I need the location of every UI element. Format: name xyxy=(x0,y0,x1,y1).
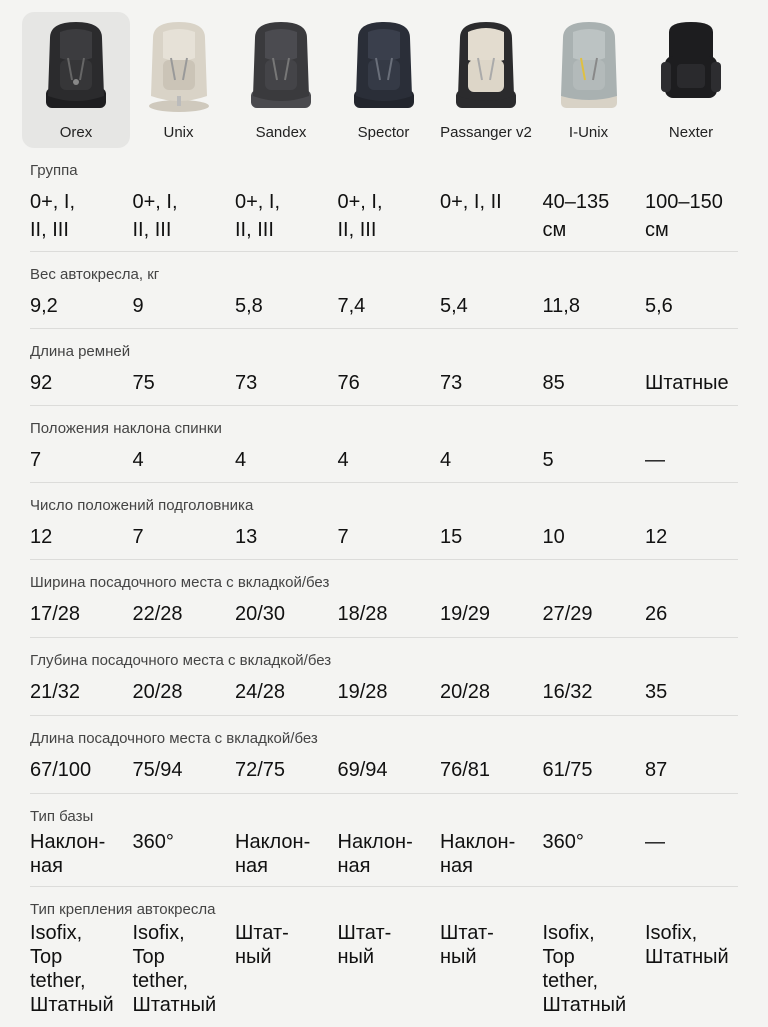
cell: 7 xyxy=(132,526,144,548)
cell: 100–150 см xyxy=(645,191,723,241)
car-seat-image xyxy=(549,18,629,114)
cell: 5,4 xyxy=(440,295,468,317)
product-card-nexter[interactable] xyxy=(637,12,745,148)
cell: 4 xyxy=(132,449,144,471)
cell: 12 xyxy=(30,526,53,548)
cell: 0+, I, II, III xyxy=(235,191,281,241)
car-seat-image xyxy=(241,18,321,114)
row-label: Длина ремней xyxy=(30,343,131,360)
cell: 5,8 xyxy=(235,295,263,317)
car-seat-image xyxy=(344,18,424,114)
cell: 4 xyxy=(235,449,247,471)
row-strap-length xyxy=(30,329,738,406)
row-group xyxy=(30,160,738,252)
cell: 0+, I, II, III xyxy=(132,191,178,241)
cell: 17/28 xyxy=(30,603,81,625)
cell: Наклон- ная xyxy=(235,831,311,877)
cell: 22/28 xyxy=(132,603,183,625)
row-seat-width xyxy=(30,560,738,638)
row-label: Тип крепления автокресла xyxy=(30,901,216,918)
cell: 10 xyxy=(542,526,565,548)
cell: 72/75 xyxy=(235,759,286,781)
cell: Штат- ный xyxy=(337,922,392,968)
cell: 5 xyxy=(542,449,554,471)
cell: 0+, I, II, III xyxy=(337,191,383,241)
cell: 7 xyxy=(30,449,42,471)
cell: 15 xyxy=(440,526,463,548)
cell: 9 xyxy=(132,295,144,317)
cell: 40–135 см xyxy=(542,191,610,241)
cell: 76/81 xyxy=(440,759,491,781)
row-label: Тип базы xyxy=(30,808,94,825)
product-name: Nexter xyxy=(668,124,714,141)
cell: 0+, I, II xyxy=(440,191,502,213)
product-name: Spector xyxy=(357,124,410,141)
row-label: Длина посадочного места с вкладкой/без xyxy=(30,730,318,747)
product-card-orex[interactable] xyxy=(22,12,130,148)
cell: 85 xyxy=(542,372,565,394)
row-label: Положения наклона спинки xyxy=(30,420,222,437)
row-label: Ширина посадочного места с вкладкой/без xyxy=(30,574,330,591)
cell: 4 xyxy=(337,449,349,471)
cell: Isofix, Top tether, Штатный xyxy=(30,922,114,1016)
row-seat-length xyxy=(30,716,738,794)
cell: 11,8 xyxy=(542,295,580,317)
product-card-sandex[interactable] xyxy=(227,12,335,148)
cell: 69/94 xyxy=(337,759,388,781)
cell: 61/75 xyxy=(542,759,593,781)
product-selector xyxy=(0,0,768,150)
cell: 73 xyxy=(235,372,258,394)
cell: Isofix, Top tether, Штатный xyxy=(132,922,217,1016)
cell: Isofix, Top tether, Штатный xyxy=(542,922,627,1016)
cell: 0+, I, II, III xyxy=(30,191,76,241)
row-label: Глубина посадочного места с вкладкой/без xyxy=(30,652,332,669)
cell: 360° xyxy=(132,831,174,853)
cell: 360° xyxy=(542,831,584,853)
cell: 19/29 xyxy=(440,603,491,625)
row-weight xyxy=(30,252,738,329)
car-seat-image xyxy=(139,18,219,114)
cell: Наклон- ная xyxy=(30,831,106,877)
cell: 12 xyxy=(645,526,668,548)
row-label: Группа xyxy=(30,162,78,179)
row-label: Число положений подголовника xyxy=(30,497,254,514)
product-card-i-unix[interactable] xyxy=(535,12,643,148)
product-name: I-Unix xyxy=(568,124,609,141)
cell: 75 xyxy=(132,372,155,394)
cell: 75/94 xyxy=(132,759,183,781)
cell: 16/32 xyxy=(542,681,593,703)
row-label: Вес автокресла, кг xyxy=(30,266,160,283)
cell: Штат- ный xyxy=(235,922,289,968)
cell: Наклон- ная xyxy=(337,831,413,877)
cell: 20/28 xyxy=(440,681,491,703)
cell: Isofix, Штатный xyxy=(645,922,729,968)
row-recline-positions xyxy=(30,406,738,483)
cell: 9,2 xyxy=(30,295,58,317)
row-mount-type xyxy=(30,887,738,1027)
cell: Штат- ный xyxy=(440,922,494,968)
cell: 20/28 xyxy=(132,681,183,703)
product-name: Orex xyxy=(59,124,93,141)
cell: 24/28 xyxy=(235,681,286,703)
cell: 87 xyxy=(645,759,668,781)
row-seat-depth xyxy=(30,638,738,716)
cell: 5,6 xyxy=(645,295,673,317)
product-name: Unix xyxy=(163,124,194,141)
cell: 19/28 xyxy=(337,681,388,703)
car-seat-image xyxy=(446,18,526,114)
cell: Штатные xyxy=(645,372,729,394)
cell: 7 xyxy=(337,526,349,548)
cell: Наклон- ная xyxy=(440,831,516,877)
cell: 73 xyxy=(440,372,463,394)
cell: 35 xyxy=(645,681,668,703)
cell: 92 xyxy=(30,372,53,394)
car-seat-image xyxy=(651,18,731,114)
cell: 76 xyxy=(337,372,360,394)
product-card-passanger-v2[interactable] xyxy=(432,12,540,148)
product-card-spector[interactable] xyxy=(330,12,438,148)
cell: — xyxy=(645,831,665,853)
product-name: Sandex xyxy=(255,124,307,141)
product-name: Passanger v2 xyxy=(440,124,532,141)
cell: 7,4 xyxy=(337,295,366,317)
row-headrest-positions xyxy=(30,483,738,560)
row-base-type xyxy=(30,794,738,887)
comparison-table xyxy=(30,160,738,1027)
cell: 18/28 xyxy=(337,603,388,625)
cell: 20/30 xyxy=(235,603,286,625)
cell: 4 xyxy=(440,449,452,471)
product-card-unix[interactable] xyxy=(125,12,233,148)
cell: 26 xyxy=(645,603,668,625)
cell: 27/29 xyxy=(542,603,593,625)
cell: 13 xyxy=(235,526,258,548)
cell: 21/32 xyxy=(30,681,81,703)
cell: — xyxy=(645,449,665,471)
car-seat-image xyxy=(36,18,116,114)
cell: 67/100 xyxy=(30,759,92,781)
